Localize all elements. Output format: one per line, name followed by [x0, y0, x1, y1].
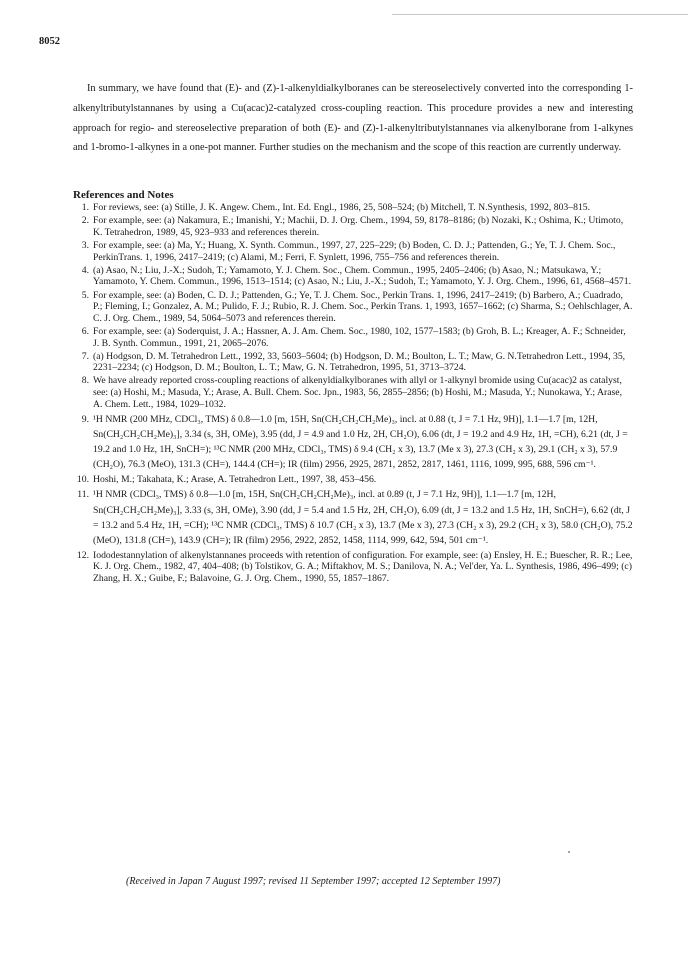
- reference-number: 6.: [81, 325, 89, 337]
- reference-number: 9.: [81, 413, 89, 425]
- reference-number: 8.: [81, 375, 89, 387]
- reference-number: 2.: [81, 215, 89, 227]
- reference-number: 12.: [76, 549, 89, 561]
- reference-number: 3.: [81, 239, 89, 251]
- reference-3: [73, 240, 633, 263]
- reference-number: 11.: [77, 489, 89, 501]
- reference-text: Hoshi, M.; Takahata, K.; Arase, A. Tetrahedron Lett., 1997, 38, 453–456.: [93, 474, 377, 486]
- reference-6: [73, 326, 633, 349]
- references-section: [73, 189, 633, 586]
- reference-list: [73, 202, 633, 585]
- reference-1: [73, 202, 633, 214]
- reference-10: [73, 474, 633, 486]
- reference-text: For example, see: (a) Boden, C. D. J.; Pattenden, G.; Ye, T. J. Chem. Soc., Perkin Trans. 1, 1996, 2417–2419; (b) Barbero, A.; Cuadrado, P.; Fleming, I.; Gonzalez, A. M.; Pulido, F. J.; Rubio, R. J. Chem. Soc., Perkin Trans. 1, 1993, 1657–1662; (c) Sharma, S.; Oehlschlager, A. C. J. Org. Chem., 1989, 54, 5064–5073 and references therein.: [93, 289, 633, 324]
- reference-5: [73, 290, 633, 325]
- reference-8: [73, 375, 633, 410]
- reference-number: 1.: [81, 202, 89, 213]
- reference-2: [73, 215, 633, 238]
- reference-12: [73, 550, 633, 585]
- reference-text: (a) Hodgson, D. M. Tetrahedron Lett., 1992, 33, 5603–5604; (b) Hodgson, D. M.; Boulton, L. T.; Maw, G. N.Tetrahedron Lett., 1994, 35, 2231–2234; (c) Hodgson, D. M.; Boulton, L. T.; Maw, G. N. Tetrahedron, 1995, 51, 3713–3724.: [93, 350, 626, 374]
- reference-text: (a) Asao, N.; Liu, J.-X.; Sudoh, T.; Yamamoto, Y. J. Chem. Soc., Chem. Commun., 1995, 2405–2406; (b) Asao, N.; Matsukawa, Y.; Yamamoto, Y. Chem. Commun., 1996, 1513–1514; (c) Asao, N.; Liu, J.-X.; Sudoh, T.; Yamamoto, Y. J. Org. Chem., 1996, 61, 4568–4571.: [93, 264, 632, 288]
- reference-9: [73, 412, 633, 473]
- summary-paragraph: [73, 79, 633, 158]
- reference-4: [73, 265, 633, 288]
- reference-number: 4.: [81, 264, 89, 276]
- reference-number: 10.: [76, 474, 89, 486]
- summary-text: In summary, we have found that (E)- and (Z)-1-alkenyldialkylboranes can be stereoselectively converted into the corresponding 1-alkenyltributylstannanes by using a Cu(acac)2-catalyzed cross-coupling reaction. This procedure provides a new and interesting approach for regio- and stereoselective preparation of both (E)- and (Z)-1-alkenyltributylstannanes via alkenylborane from 1-alkynes and 1-bromo-1-alkynes in a one-pot manner. Further studies on the mechanism and the scope of this reaction are currently underway.: [73, 83, 633, 154]
- reference-7: [73, 351, 633, 374]
- reference-text: ¹H NMR (200 MHz, CDCl₃, TMS) δ 0.8—1.0 [m, 15H, Sn(CH₂CH₂CH₂Me)₃, incl. at 0.88 (t, J = 7.1 Hz, 9H)], 1.1—1.7 [m, 12H, Sn(CH₂CH₂CH₂Me)₃], 3.34 (s, 3H, OMe), 3.95 (dd, J = 4.9 and 1.0 Hz, 2H, CH₂O), 6.06 (dt, J = 19.2 and 4.9 Hz, 1H, =CH), 6.21 (dt, J = 19.2 and 1.0 Hz, 1H, SnCH=); ¹³C NMR (200 MHz, CDCl₃, TMS) δ 9.4 (CH₂ x 3), 13.7 (Me x 3), 27.3 (CH₂ x 3), 29.1 (CH₂ x 3), 57.9 (CH₂O), 76.3 (MeO), 131.3 (CH=), 144.4 (CH=); IR (film) 2956, 2925, 2871, 2852, 2817, 1461, 1116, 1099, 995, 688, 596 cm⁻¹.: [93, 413, 628, 471]
- reference-text: For example, see: (a) Soderquist, J. A.; Hassner, A. J. Am. Chem. Soc., 1980, 102, 1577–1583; (b) Groh, B. L.; Kreager, A. F.; Schneider, J. B. Synth. Commun., 1991, 21, 2065–2076.: [93, 325, 626, 349]
- scan-speck: [568, 851, 570, 853]
- reference-number: 7.: [81, 350, 89, 362]
- received-dates: (Received in Japan 7 August 1997; revised 11 September 1997; accepted 12 September 1997): [126, 876, 501, 887]
- reference-number: 5.: [81, 289, 89, 301]
- reference-text: For reviews, see: (a) Stille, J. K. Angew. Chem., Int. Ed. Engl., 1986, 25, 508–524; (b) Mitchell, T. N.Synthesis, 1992, 803–815.: [93, 202, 591, 213]
- reference-text: Iododestannylation of alkenylstannanes proceeds with retention of configuration. For example, see: (a) Ensley, H. E.; Buescher, R. R.; Lee, K. J. Org. Chem., 1982, 47, 404–408; (b) Tolstikov, G. A.; Miftakhov, M. S.; Danilova, N. A.; Vel'der, Ya. L. Synthesis, 1986, 496–499; (c) Zhang, H. X.; Guibe, F.; Balavoine, G. J. Org. Chem., 1990, 55, 1857–1867.: [93, 549, 633, 585]
- reference-text: We have already reported cross-coupling reactions of alkenyldialkylboranes with allyl or 1-alkynyl bromide using Cu(acac)2 as catalyst, see: (a) Hoshi, M.; Masuda, Y.; Arase, A. Bull. Chem. Soc. Jpn., 1983, 56, 2855–2856; (b) Hoshi, M.; Masuda, Y.; Nunokawa, Y.; Arase, A. Chem. Lett., 1984, 1029–1032.: [93, 375, 623, 410]
- references-heading: References and Notes: [73, 189, 174, 201]
- reference-text: For example, see: (a) Nakamura, E.; Imanishi, Y.; Machii, D. J. Org. Chem., 1994, 59, 8178–8186; (b) Nozaki, K.; Oshima, K.; Utimoto, K. Tetrahedron, 1989, 45, 923–933 and references therein.: [93, 215, 624, 238]
- reference-text: ¹H NMR (CDCl₃, TMS) δ 0.8—1.0 [m, 15H, Sn(CH₂CH₂CH₂Me)₃, incl. at 0.89 (t, J = 7.1 Hz, 9H)], 1.1—1.7 [m, 12H, Sn(CH₂CH₂CH₂Me)₃], 3.33 (s, 3H, OMe), 3.90 (dd, J = 5.4 and 1.5 Hz, 2H, CH₂O), 6.09 (dt, J = 13.2 and 1.5 Hz, 1H, SnCH=), 6.62 (dt, J = 13.2 and 5.4 Hz, 1H, =CH); ¹³C NMR (CDCl₃, TMS) δ 10.7 (CH₂ x 3), 13.7 (Me x 3), 27.3 (CH₂ x 3), 29.2 (CH₂ x 3), 58.0 (CH₂O), 75.2 (MeO), 131.8 (CH=), 143.9 (CH=); IR (film) 2956, 2922, 2852, 1458, 1114, 999, 642, 594, 501 cm⁻¹.: [93, 489, 633, 547]
- page-number: 8052: [39, 36, 60, 47]
- reference-11: [73, 487, 633, 548]
- reference-text: For example, see: (a) Ma, Y.; Huang, X. Synth. Commun., 1997, 27, 225–229; (b) Boden, C. D. J.; Pattenden, G.; Ye, T. J. Chem. Soc., PerkinTrans. 1, 1996, 2417–2419; (c) Alami, M.; Ferri, F. Synlett, 1996, 755–756 and references therein.: [93, 239, 616, 263]
- header-rule: [392, 14, 688, 15]
